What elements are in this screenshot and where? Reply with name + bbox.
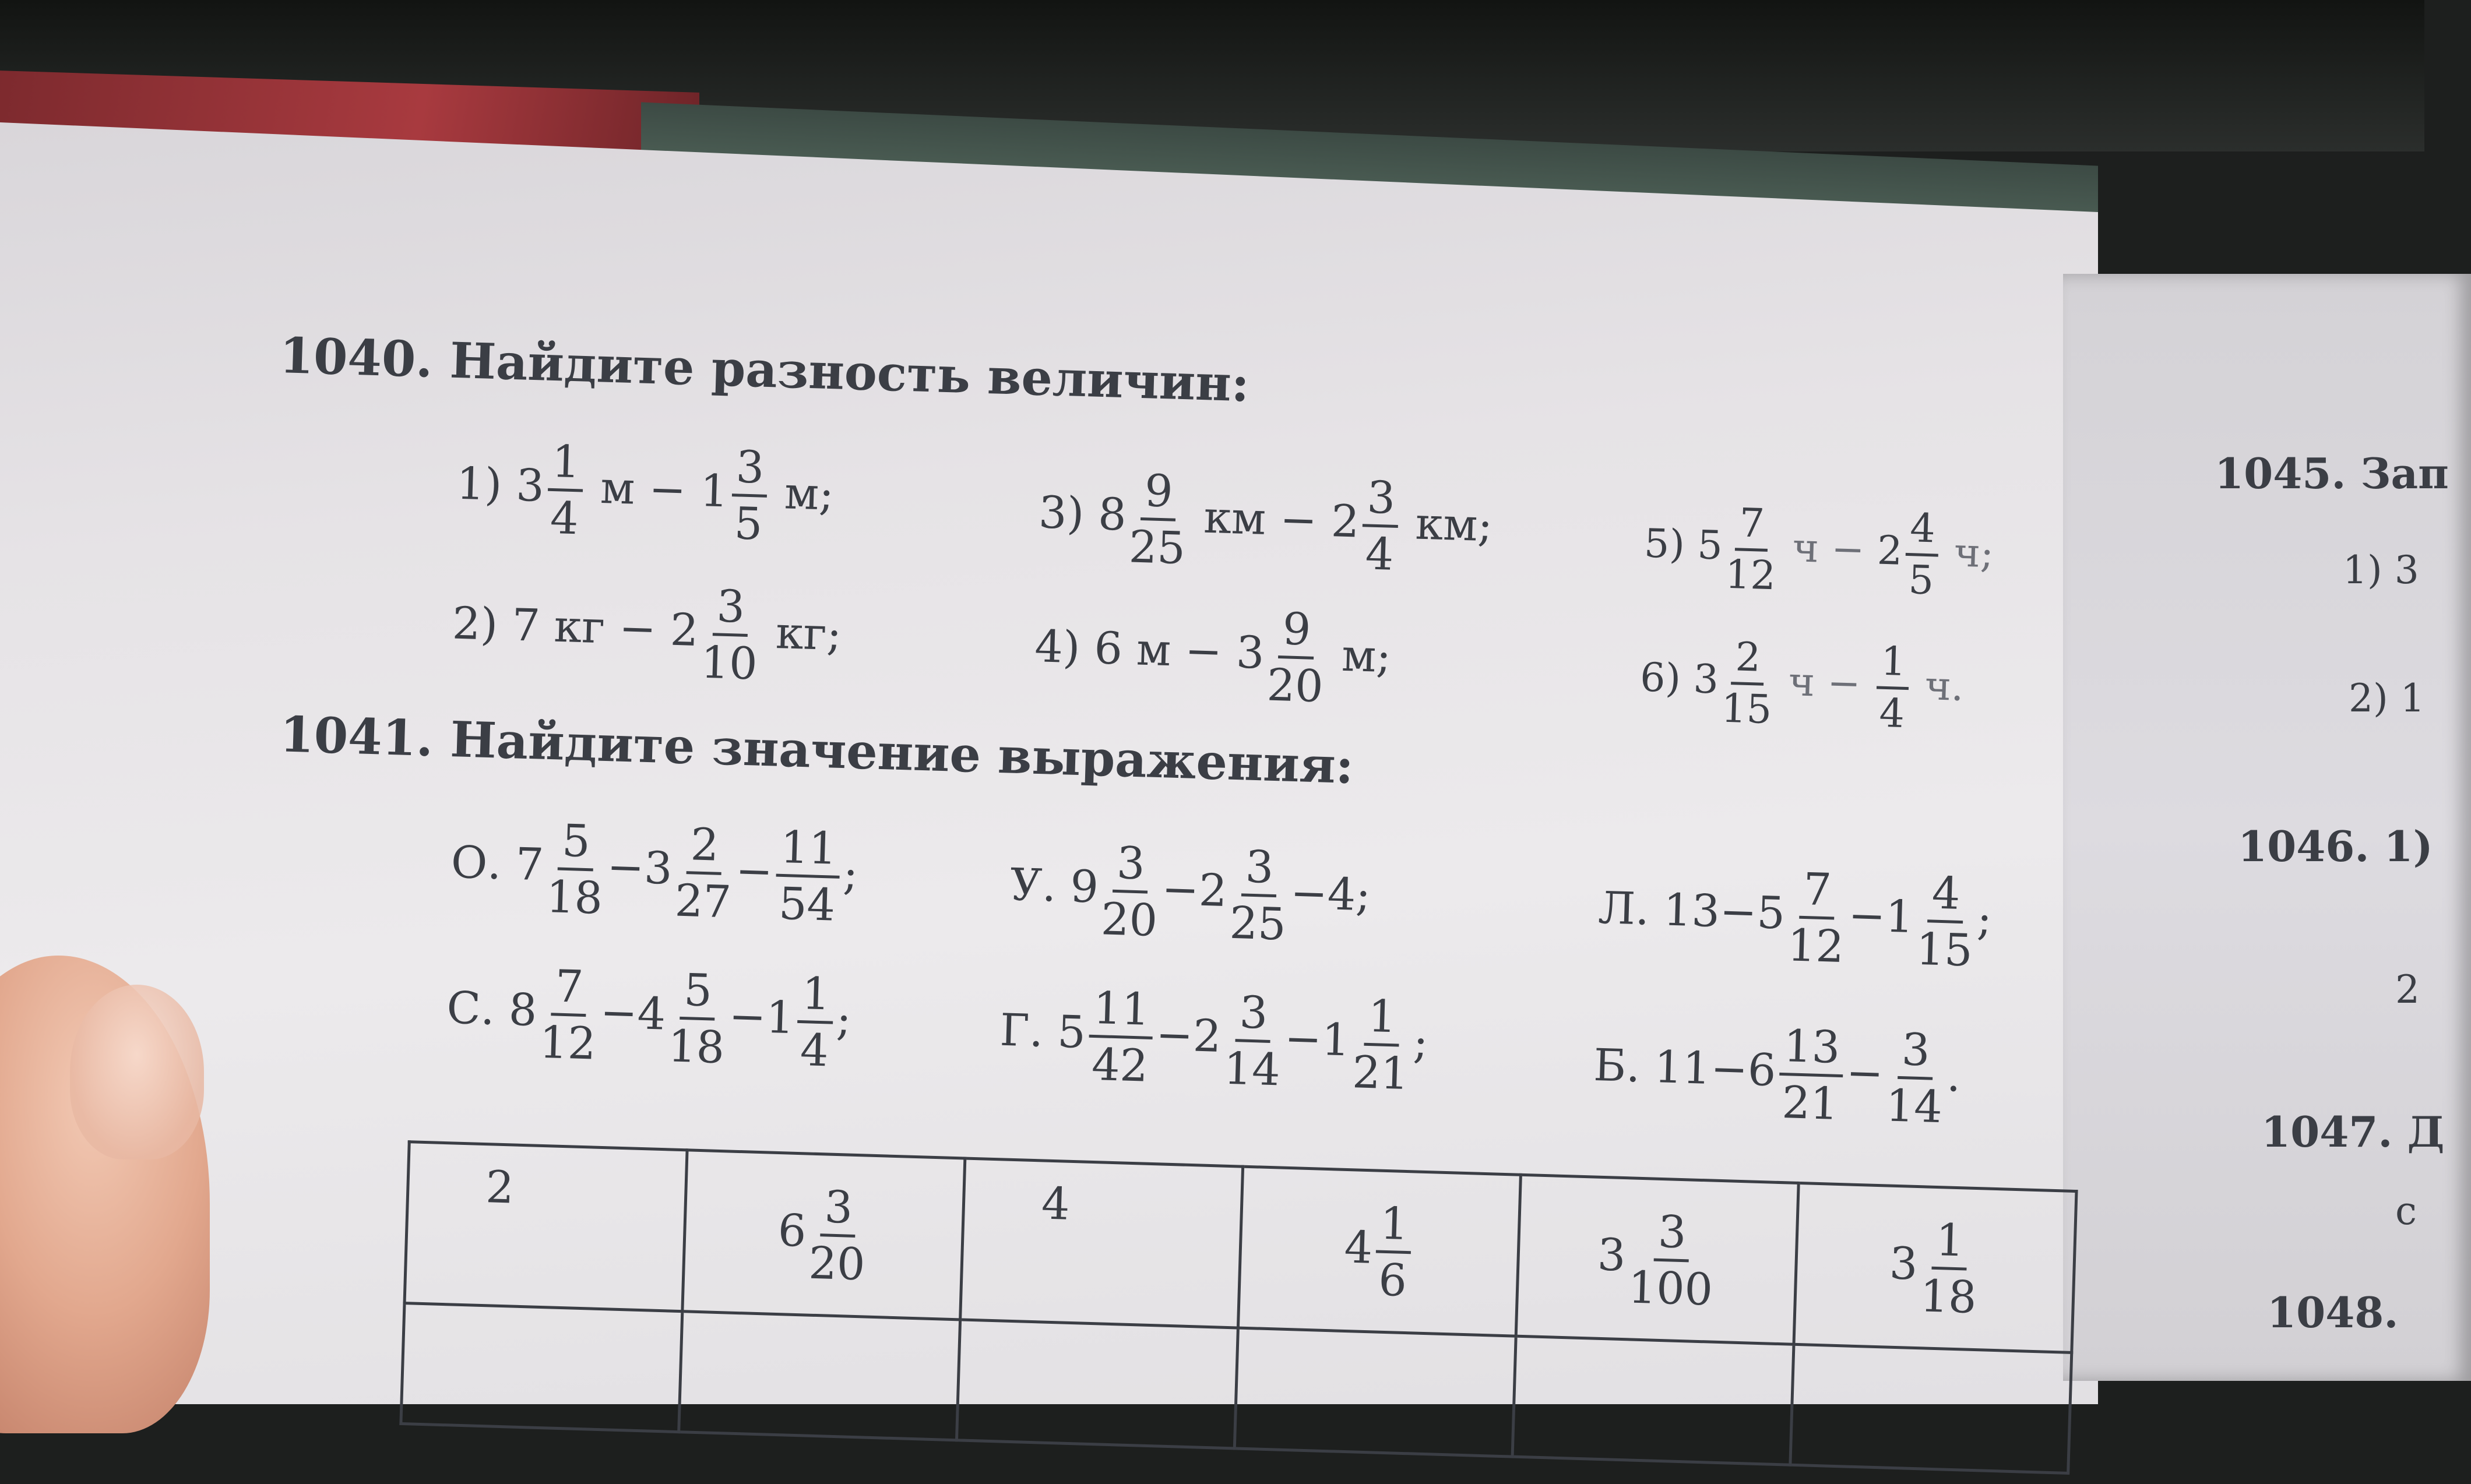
- item-label: 3): [1037, 486, 1085, 540]
- ex1041-item-G: Г. 5 $\frac{11}{42}$ −2 $\frac{3}{14}$ −1 $\frac{1}{21}$ ;: [999, 981, 1429, 1099]
- ex1041-item-S: С. 8 $\frac{7}{12}$ −4 $\frac{5}{18}$ −1 $\frac{1}{4}$ ;: [446, 960, 852, 1077]
- operator: ч −: [1791, 525, 1865, 573]
- answer-table: [399, 1140, 2078, 1475]
- fraction: $\frac{7}{12}$: [1787, 862, 1845, 973]
- fraction: $\frac{4}{5}$: [1905, 509, 1940, 601]
- ex1041-item-O: О. 7 $\frac{5}{18}$ −3 $\frac{2}{27}$ − $\frac{11}{54}$ ;: [450, 814, 859, 931]
- ex1048-heading: 1048.: [2267, 1288, 2399, 1337]
- minuend: 6 м −: [1093, 622, 1223, 678]
- exercise-number: 1041.: [279, 705, 434, 768]
- unit: м;: [783, 467, 835, 520]
- ex1045-item-1: 1) 3: [2343, 548, 2419, 593]
- thumbnail: [70, 985, 204, 1159]
- table-cell: [679, 1312, 960, 1440]
- unit: кг;: [775, 606, 843, 661]
- table-cell: 2: [404, 1142, 687, 1312]
- table-cell: 4: [960, 1158, 1243, 1328]
- fraction: $\frac{9}{20}$: [1266, 602, 1324, 713]
- exercise-1040-heading: [279, 326, 1250, 413]
- ex1047-line: с: [2395, 1189, 2417, 1233]
- ex1041-item-L: Л. 13−5 $\frac{7}{12}$ −1 $\frac{4}{15}$ ;: [1597, 862, 1993, 977]
- exercise-title: Найдите разность величин:: [449, 331, 1251, 413]
- fraction: $\frac{5}{18}$: [667, 964, 726, 1074]
- ex1046-heading: 1046. 1): [2238, 822, 2433, 871]
- operator: м −: [599, 461, 687, 516]
- unit: ч;: [1953, 530, 1995, 577]
- table-cell: [1790, 1344, 2072, 1473]
- unit: м;: [1341, 629, 1392, 683]
- item-label: 2): [451, 597, 499, 650]
- fraction: $\frac{2}{15}$: [1720, 634, 1773, 734]
- table-cell: 4 $\frac{1}{6}$: [1238, 1166, 1520, 1336]
- item-label: Б.: [1593, 1038, 1641, 1092]
- ex1040-item-4: [1033, 600, 1393, 711]
- whole: 3: [1235, 626, 1265, 679]
- whole: 3: [1692, 656, 1720, 703]
- fraction: $\frac{3}{14}$: [1885, 1023, 1944, 1133]
- exercise-number: 1040.: [279, 326, 434, 389]
- fraction: $\frac{13}{21}$: [1778, 1024, 1845, 1126]
- whole: 5: [1696, 522, 1723, 569]
- fraction: $\frac{3}{14}$: [1223, 986, 1281, 1096]
- whole: 2: [669, 603, 699, 657]
- exercise-title: Найдите значение выражения:: [449, 710, 1355, 795]
- fraction: $\frac{7}{12}$: [1724, 500, 1776, 600]
- fraction: $\frac{3}{10}$: [700, 580, 758, 690]
- minuend: 7 кг −: [511, 598, 657, 655]
- table-cell: [401, 1303, 682, 1432]
- whole: 2: [1330, 495, 1360, 548]
- ex1045-heading: 1045. Зап: [2215, 449, 2449, 498]
- fraction: $\frac{3}{4}$: [1361, 475, 1399, 577]
- unit: км;: [1414, 497, 1494, 552]
- item-label: 5): [1643, 520, 1686, 568]
- fraction: $\frac{1}{21}$: [1351, 989, 1410, 1099]
- ex1040-item-6: [1639, 635, 1965, 736]
- whole: 2: [1876, 527, 1903, 574]
- item-label: С.: [446, 981, 496, 1035]
- fraction: $\frac{2}{27}$: [674, 818, 733, 928]
- table-cell: 3 $\frac{3}{100}$: [1516, 1175, 1798, 1344]
- fraction: $\frac{5}{18}$: [545, 814, 604, 924]
- ex1047-heading: 1047. Д: [2261, 1107, 2445, 1157]
- unit: ч.: [1924, 663, 1965, 710]
- ex1040-item-3: [1037, 466, 1494, 580]
- fraction: $\frac{1}{4}$: [546, 439, 584, 541]
- fraction: $\frac{1}{4}$: [1875, 642, 1910, 735]
- item-label: 4): [1034, 620, 1081, 674]
- table-cell: [1512, 1336, 1794, 1465]
- item-label: 1): [456, 457, 503, 510]
- item-label: 6): [1639, 654, 1682, 702]
- operator: ч −: [1787, 659, 1861, 707]
- whole: 8: [1097, 488, 1128, 541]
- item-label: О.: [450, 836, 502, 890]
- item-label: Л.: [1597, 882, 1650, 935]
- whole: 1: [699, 464, 730, 517]
- item-label: У.: [1009, 858, 1057, 912]
- fraction: $\frac{7}{12}$: [538, 960, 597, 1070]
- fraction: $\frac{4}{15}$: [1915, 866, 1973, 977]
- whole: 3: [515, 459, 545, 512]
- ex1046-item-2: 2: [2395, 967, 2420, 1012]
- fraction: $\frac{3}{5}$: [730, 445, 768, 547]
- table-cell: 6 $\frac{3}{20}$: [682, 1150, 965, 1320]
- fraction: $\frac{1}{4}$: [796, 971, 834, 1073]
- ex1041-item-U: У. 9 $\frac{3}{20}$ −2 $\frac{3}{25}$ −4;: [1009, 837, 1372, 950]
- fraction: $\frac{9}{25}$: [1128, 464, 1187, 574]
- table-cell: [1234, 1328, 1516, 1457]
- ex1045-item-2: 2) 1: [2349, 676, 2425, 721]
- ex1041-item-B: Б. 11−6 $\frac{13}{21}$ − $\frac{3}{14}$ .: [1593, 1020, 1962, 1133]
- item-label: Г.: [999, 1003, 1044, 1057]
- fraction: $\frac{11}{42}$: [1087, 986, 1154, 1088]
- fraction: $\frac{11}{54}$: [775, 825, 841, 928]
- ex1040-item-5: [1643, 501, 1995, 603]
- fraction: $\frac{3}{20}$: [1100, 837, 1159, 947]
- exercise-1041-heading: [279, 705, 1354, 795]
- ex1040-item-2: [450, 576, 843, 689]
- operator: км −: [1203, 491, 1318, 547]
- table-cell: [956, 1320, 1238, 1448]
- ex1040-item-1: [455, 436, 836, 548]
- table-cell: 3 $\frac{1}{18}$: [1794, 1183, 2076, 1352]
- fraction: $\frac{3}{25}$: [1229, 840, 1287, 950]
